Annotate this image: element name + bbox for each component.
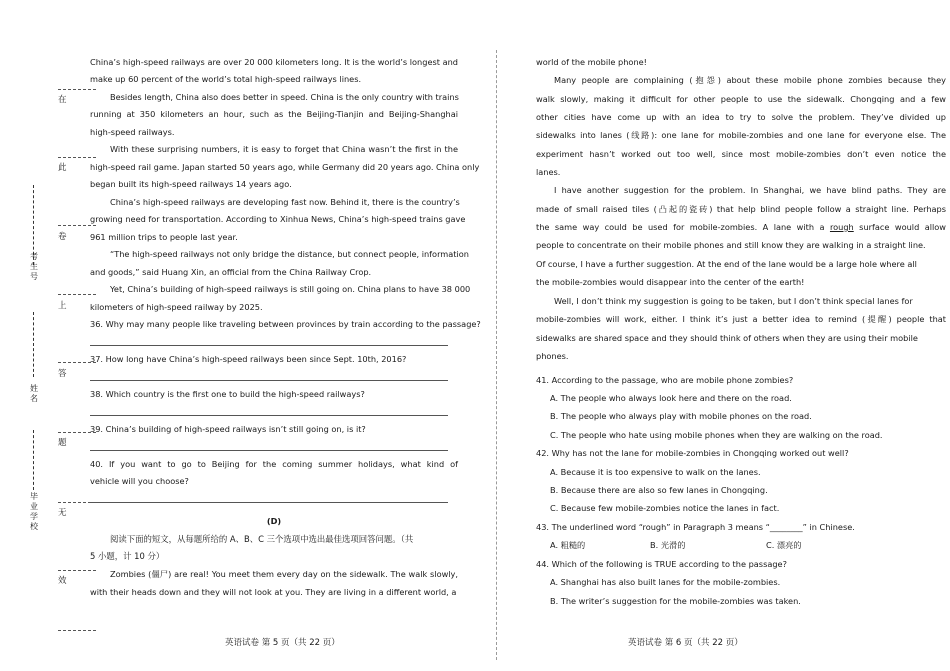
passage-line: experiment hasn’t worked out too well, since most mobile-zombies don’t even notice the [536,149,946,159]
passage-line: began built its high-speed railways 14 years ago. [90,179,292,189]
passage-line: high-speed railways. [90,127,175,137]
passage-line: growing need for transportation. According to Xinhua News, China’s high-speed trains gave [90,214,466,224]
binding-word: 卷 [58,232,67,242]
option-44b[interactable]: B. The writer’s suggestion for the mobile-zombies was taken. [550,596,801,606]
passage-line: Besides length, China also does better in speed. China is the only country with trains [110,92,459,102]
binding-word: 无 [58,508,67,518]
option-41a[interactable]: A. The people who always look here and there on the road. [550,393,792,403]
passage-line-with-underlined-word: the same way could be used for mobile-zombies. A lane with a rough surface would allow [536,222,946,232]
passage-line: made of small raised tiles (凸起的瓷砖) that help blind people follow a straight line. Perhaps [536,204,946,214]
passage-line: sidewalks are shared space and they should think of others when they are using their mobile [536,333,918,343]
passage-line: Of course, I have a further suggestion. At the end of the lane would be a large hole where all [536,259,917,269]
option-41b[interactable]: B. The people who always play with mobile phones on the road. [550,411,812,421]
binding-word: 在 [58,95,67,105]
passage-line: and goods,” said Huang Xin, an official from the China Railway Crop. [90,267,372,277]
answer-line[interactable] [90,345,448,346]
question-38: 38. Which country is the first one to build the high-speed railways? [90,389,365,399]
question-44: 44. Which of the following is TRUE according to the passage? [536,559,787,569]
passage-line: running at 350 kilometers an hour, such as the Beijing-Tianjin and Beijing-Shanghai [90,109,458,119]
passage-line: lanes. [536,167,561,177]
passage-line: the mobile-zombies would disappear into the center of the earth! [536,277,805,287]
passage-line: Well, I don’t think my suggestion is going to be taken, but I don’t think special lanes for [554,296,913,306]
answer-line[interactable] [90,415,448,416]
passage-line: China’s high-speed railways are developing fast now. Behind it, there is the country’s [110,197,460,207]
option-42a[interactable]: A. Because it is too expensive to walk on the lanes. [550,467,761,477]
binding-rule [33,430,34,490]
binding-word: 答 [58,369,67,379]
passage-line: make up 60 percent of the world’s total high-speed railways lines. [90,74,362,84]
passage-line: With these surprising numbers, it is easy to forget that China wasn’t the first in the [110,144,458,154]
passage-line: high-speed rail game. Japan started 50 years ago, while Germany did 20 years ago. China only [90,162,480,172]
right-page [498,0,950,671]
passage-line: mobile-zombies will work, either. I think it’s just a better idea to remind (提醒) people that [536,314,946,324]
passage-line: phones. [536,351,569,361]
option-43a[interactable]: A. 粗糙的 [550,540,586,550]
answer-line[interactable] [90,502,448,503]
binding-label-candidate-number: 考生号 [30,252,38,281]
option-43c[interactable]: C. 漂亮的 [766,540,802,550]
passage-line: people to concentrate on their mobile phones and still know they are walking in a straight line. [536,240,926,250]
binding-rule [33,312,34,377]
binding-dash [58,630,96,631]
passage-line: kilometers of high-speed railway by 2025. [90,302,263,312]
page-footer: 英语试卷 第 6 页（共 22 页） [628,638,743,648]
passage-line: walk slowly, making it difficult for other people to use the sidewalk. Chongqing and a few [536,94,946,104]
binding-dash [58,225,96,226]
answer-line[interactable] [90,450,448,451]
underlined-word-rough: rough [829,222,854,232]
binding-word: 题 [58,438,67,448]
answer-line[interactable] [90,380,448,381]
page-footer: 英语试卷 第 5 页（共 22 页） [225,638,340,648]
question-37: 37. How long have China’s high-speed railways been since Sept. 10th, 2016? [90,354,407,364]
page-divider [496,50,497,660]
question-41: 41. According to the passage, who are mobile phone zombies? [536,375,794,385]
passage-line: world of the mobile phone! [536,57,647,67]
passage-line: I have another suggestion for the problem. In Shanghai, we have blind paths. They are [554,185,946,195]
binding-word: 效 [58,576,67,586]
binding-dash [58,89,96,90]
binding-label-school: 毕业学校 [30,492,38,531]
option-41c[interactable]: C. The people who hate using mobile phones when they are walking on the road. [550,430,883,440]
binding-word: 上 [58,301,67,311]
passage-line: Zombies (僵尸) are real! You meet them every day on the sidewalk. The walk slowly, [110,569,458,579]
passage-line: “The high-speed railways not only bridge the distance, but connect people, information [110,249,469,259]
option-44a[interactable]: A. Shanghai has also built lanes for the mobile-zombies. [550,577,781,587]
passage-line: 961 million trips to people last year. [90,232,238,242]
passage-line: China’s high-speed railways are over 20 000 kilometers long. It is the world’s longest and [90,57,458,67]
passage-line: other cities have come up with an idea to try to solve the problem. They’ve divided up [536,112,946,122]
binding-label-name: 姓名 [30,384,38,403]
section-instructions-cont: 5 小题，计 10 分） [90,551,165,561]
question-39: 39. China’s building of high-speed railways isn’t still going on, is it? [90,424,366,434]
passage-line: Many people are complaining (抱怨) about these mobile phone zombies because they [554,75,946,85]
passage-line: sidewalks into lanes (线路): one lane for mobile-zombies and one lane for everyone else. The [536,130,946,140]
binding-dash [58,157,96,158]
section-heading-d: (D) [266,516,282,526]
question-36: 36. Why may many people like traveling between provinces by train according to the passage? [90,319,481,329]
question-42: 42. Why has not the lane for mobile-zombies in Chongqing worked out well? [536,448,849,458]
section-instructions: 阅读下面的短文，从每题所给的 A、B、C 三个选项中选出最佳选项回答问题。（共 [110,534,414,544]
question-40-cont: vehicle will you choose? [90,476,189,486]
option-43b[interactable]: B. 光滑的 [650,540,686,550]
binding-word: 此 [58,163,67,173]
passage-line: with their heads down and they will not look at you. They are living in a different world, a [90,587,457,597]
option-42c[interactable]: C. Because few mobile-zombies notice the lanes in fact. [550,503,780,513]
passage-line: Yet, China’s building of high-speed railways is still going on. China plans to have 38 000 [110,284,471,294]
option-42b[interactable]: B. Because there are also so few lanes in Chongqing. [550,485,768,495]
question-43: 43. The underlined word “rough” in Paragraph 3 means “________” in Chinese. [536,522,855,532]
question-40: 40. If you want to go to Beijing for the coming summer holidays, what kind of [90,459,458,469]
